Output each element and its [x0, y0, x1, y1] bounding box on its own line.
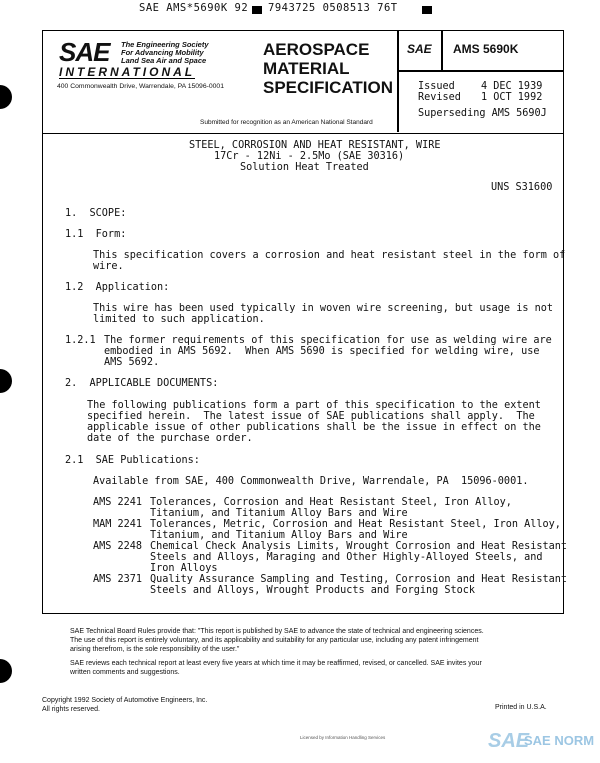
watermark-logo: SAE — [488, 730, 530, 752]
uns-number: UNS S31600 — [491, 182, 553, 193]
printed-in-usa: Printed in U.S.A. — [495, 704, 547, 711]
section-2-line-2: specified herein. The latest issue of SAE publications shall apply. The — [87, 411, 535, 422]
section-2-1-heading: 2.1 SAE Publications: — [65, 455, 200, 466]
ref-title-ams2371-line-1: Quality Assurance Sampling and Testing, Corrosion and Heat Resistant — [150, 574, 568, 585]
ref-title-ams2371-line-2: Steels and Alloys, Wrought Products and Forging Stock — [150, 585, 476, 596]
ref-code-mam2241: MAM 2241 — [93, 519, 143, 530]
sae-address: 400 Commonwealth Drive, Warrendale, PA 15096-0001 — [57, 83, 224, 90]
section-1-2-1-line-3: AMS 5692. — [104, 357, 160, 368]
license-stamp: Licensed by Information Handling Services — [300, 735, 386, 740]
revised-label: Revised — [418, 92, 461, 103]
section-1-2-1-line-2: embodied in AMS 5692. When AMS 5690 is specified for welding wire, use — [104, 346, 540, 357]
specification-body — [42, 134, 568, 614]
issued-date: 4 DEC 1939 — [481, 81, 543, 92]
ref-title-ams2248-line-1: Chemical Check Analysis Limits, Wrought Corrosion and Heat Resistant — [150, 541, 568, 552]
section-2-1-availability: Available from SAE, 400 Commonwealth Drive, Warrendale, PA 15096-0001. — [93, 476, 529, 487]
copyright-notice: Copyright 1992 Society of Automotive Engineers, Inc. All rights reserved. — [42, 697, 208, 713]
ref-title-mam2241-line-2: Titanium, and Titanium Alloy Bars and Wire — [150, 530, 408, 541]
subject-line-3: Solution Heat Treated — [240, 162, 369, 173]
doc-code-middle: 7943725 0508513 76T — [268, 2, 398, 14]
spec-header — [42, 30, 564, 134]
doc-code-left: SAE AMS*5690K 92 — [139, 2, 249, 14]
revised-date: 1 OCT 1992 — [481, 92, 543, 103]
ref-title-mam2241-line-1: Tolerances, Metric, Corrosion and Heat Resistant Steel, Iron Alloy, — [150, 519, 561, 530]
international-wordmark: INTERNATIONAL — [59, 65, 196, 79]
section-1-2-line-2: limited to such application. — [93, 314, 265, 325]
punch-hole-bottom — [0, 659, 12, 683]
section-1-1-heading: 1.1 Form: — [65, 229, 127, 240]
society-tagline: The Engineering Society For Advancing Mobility Land Sea Air and Space — [121, 40, 209, 65]
sae-small-logo: SAE — [407, 42, 432, 56]
ref-code-ams2241: AMS 2241 — [93, 497, 143, 508]
sae-logo: SAE — [59, 37, 110, 67]
superseding-note: Superseding AMS 5690J — [418, 108, 547, 119]
section-2-line-3: applicable issue of other publications shall be the issue in effect on the — [87, 422, 541, 433]
punch-hole-middle — [0, 369, 12, 393]
document-code-bar — [0, 0, 600, 16]
section-1-2-heading: 1.2 Application: — [65, 282, 170, 293]
ansi-submission-note: Submitted for recognition as an American National Standard — [200, 119, 373, 126]
ref-title-ams2241-line-1: Tolerances, Corrosion and Heat Resistant Steel, Iron Alloy, — [150, 497, 512, 508]
subject-line-1: STEEL, CORROSION AND HEAT RESISTANT, WIRE — [189, 140, 441, 151]
section-1-2-1-line-1: The former requirements of this specification for use as welding wire are — [104, 335, 552, 346]
ref-code-ams2371: AMS 2371 — [93, 574, 143, 585]
section-1-heading: 1. SCOPE: — [65, 208, 127, 219]
section-1-1-line-2: wire. — [93, 261, 124, 272]
section-2-heading: 2. APPLICABLE DOCUMENTS: — [65, 378, 219, 389]
barcode-block-2 — [419, 4, 435, 16]
section-2-line-4: date of the purchase order. — [87, 433, 253, 444]
technical-board-rules: SAE Technical Board Rules provide that: "This report is published by SAE to advance the state of technical and engineering sciences. The use of this report is entirely voluntary, and its applicability and suitability for any particular use, including any patent infringement arising therefrom, is the sole responsibility of the user." — [70, 628, 484, 653]
document-number: AMS 5690K — [453, 42, 519, 56]
subject-line-2: 17Cr - 12Ni - 2.5Mo (SAE 30316) — [214, 151, 405, 162]
ref-title-ams2248-line-3: Iron Alloys — [150, 563, 218, 574]
watermark-text: SAE NORM — [524, 733, 595, 748]
section-1-2-line-1: This wire has been used typically in woven wire screening, but usage is not — [93, 303, 554, 314]
punch-hole-top — [0, 85, 12, 109]
document-type-title: AEROSPACE MATERIAL SPECIFICATION — [263, 40, 394, 97]
section-1-1-line-1: This specification covers a corrosion and heat resistant steel in the form of — [93, 250, 566, 261]
section-1-2-1-number: 1.2.1 — [65, 335, 96, 346]
barcode-block-1 — [249, 4, 265, 16]
ref-title-ams2241-line-2: Titanium, and Titanium Alloy Bars and Wire — [150, 508, 408, 519]
ref-title-ams2248-line-2: Steels and Alloys, Maraging and Other Highly-Alloyed Steels, and — [150, 552, 543, 563]
ref-code-ams2248: AMS 2248 — [93, 541, 143, 552]
review-statement: SAE reviews each technical report at least every five years at which time it may be reaffirmed, revised, or cancelled. SAE invites your written comments and suggestions. — [70, 660, 482, 676]
issued-label: Issued — [418, 81, 455, 92]
section-2-line-1: The following publications form a part of this specification to the extent — [87, 400, 541, 411]
